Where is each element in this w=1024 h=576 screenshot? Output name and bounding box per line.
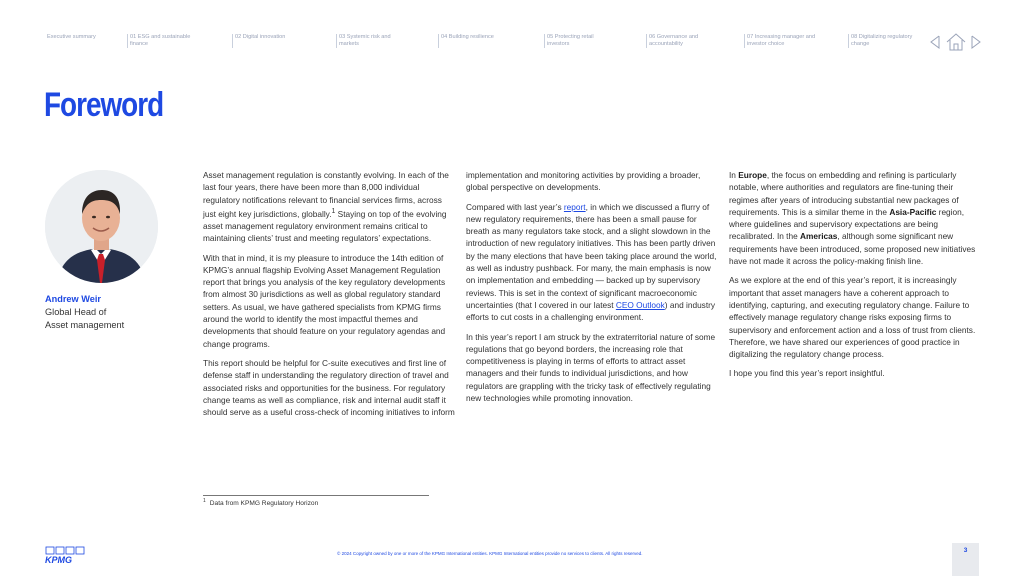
paragraph: implementation and monitoring activities by providing a broader, global perspective on developments. (466, 170, 701, 193)
next-icon[interactable] (970, 33, 982, 51)
author-name: Andrew Weir (45, 294, 101, 304)
nav-separator (544, 34, 545, 48)
nav-separator (848, 34, 849, 48)
paragraph: In Europe, the focus on embedding and refining is particularly notable, where authorities and regulators are fine-tuning their regimes after years of introducing substantial new packages of requirements. This is a similar theme in the Asia-Pacific region, where guidelines and supervisory expectations are being recalibrated. In the Americas, although some significant new requirements have been introduced, some proposed new initiatives have not made it across the policy-making finish line. (729, 170, 976, 267)
author-portrait (45, 170, 158, 283)
body-column-1 (203, 169, 455, 425)
body-column-2 (466, 169, 720, 411)
report-link[interactable]: report (563, 201, 586, 212)
ceo-outlook-link[interactable]: CEO Outlook (615, 299, 665, 310)
nav-item-esg[interactable]: 01 ESG and sustainable finance (130, 34, 208, 48)
paragraph: I hope you find this year’s report insightful. (729, 368, 885, 379)
paragraph: Asset management regulation is constantly evolving. In each of the last four years, there have been more than 8,000 individual regulatory notifications relevant to financial services firms, across just eight key jurisdictions, globally.$^1$ Staying on top of the evolving asset management regulatory environment remains critical to maintaining clients’ trust and meeting regulators’ expectations. (203, 170, 449, 244)
paragraph: As we explore at the end of this year’s report, it is increasingly important that asset managers have a coherent approach to identifying, capturing, and executing regulatory change. Failure to effectively manage regulatory change risks exposing firms to supervisory and enforcement action and a loss of trust from clients. Therefore, we have shared our experiences of good practice in digitalizing the regulatory change process. (729, 275, 976, 360)
home-icon[interactable] (946, 33, 966, 51)
nav-item-digitalizing[interactable]: 08 Digitalizing regulatory change (851, 34, 926, 48)
nav-item-protecting-retail[interactable]: 05 Protecting retail investors (547, 34, 612, 48)
nav-item-governance[interactable]: 06 Governance and accountability (649, 34, 721, 48)
footnote-ref: 1 (331, 207, 336, 215)
nav-separator (232, 34, 233, 48)
nav-item-manager-choice[interactable]: 07 Increasing manager and investor choice (747, 34, 825, 48)
svg-text:KPMG: KPMG (45, 555, 72, 564)
nav-item-systemic-risk[interactable]: 03 Systemic risk and markets (339, 34, 409, 48)
nav-separator (438, 34, 439, 48)
top-navigation (44, 34, 984, 54)
nav-separator (336, 34, 337, 48)
paragraph: In this year’s report I am struck by the extraterritorial nature of some regulations that go beyond borders, the increasing role that competitiveness is playing in terms of efforts to attract asset managers and their funds to individual jurisdictions, and how regulators are grappling with the tricky task of effectively regulating new technologies while promoting innovation. (466, 331, 716, 404)
paragraph: This report should be helpful for C-suite executives and first line of defense staff in understanding the regulatory direction of travel and associated risks and opportunities for the business. For regulatory change teams as well as compliance, risk and internal audit staff it should serve as a useful cross-check of incoming initiatives to inform (203, 357, 455, 418)
body-column-3 (729, 169, 981, 387)
nav-separator (646, 34, 647, 48)
author-role-line2: Asset management (45, 320, 125, 330)
copyright-notice: © 2024 Copyright owned by one or more of the KPMG International entities. KPMG International entities provide no services to clients. All rights reserved. (337, 551, 643, 556)
footnote-divider (203, 495, 429, 496)
nav-item-digital-innovation[interactable]: 02 Digital innovation (235, 34, 315, 41)
paragraph: Compared with last year’s report, in which we discussed a flurry of new regulatory requirements, there has been a small pause for breath as many regulators take stock, and a slight slowdown in the introduction of new regulatory initiatives. This has been partly driven by the many elections that have been taking place around the world, as well as industry pushback. For many, the main emphasis is now on implementation and embedding — backed up by supervisory reviews. This is set in the context of significant macroeconomic uncertainties (that I covered in our latest CEO Outlook) and industry efforts to cut costs in a challenging environment. (466, 201, 717, 323)
nav-separator (127, 34, 128, 48)
nav-separator (744, 34, 745, 48)
page-number-box (952, 543, 979, 576)
nav-item-executive-summary[interactable]: Executive summary (47, 34, 96, 40)
prev-icon[interactable] (929, 33, 941, 51)
page-number: 3 (963, 547, 968, 554)
page-title: Foreword (44, 86, 164, 124)
author-role-line1: Global Head of (45, 307, 107, 317)
footnote: $^1$ Data from KPMG Regulatory Horizon (203, 498, 319, 508)
nav-item-building-resilience[interactable]: 04 Building resilience (441, 34, 526, 41)
page-nav-controls (929, 33, 984, 51)
author-info (45, 293, 124, 332)
paragraph: With that in mind, it is my pleasure to introduce the 14th edition of KPMG’s annual flagship Evolving Asset Management Regulation report that brings you analysis of the key regulatory developments from almost 30 jurisdictions as well as global regulatory standard setters. As usual, we have gathered specialists from KPMG firms around the world to identify the most impactful themes and developments that should feature on your regulatory agendas and change programs. (203, 252, 446, 349)
kpmg-logo (45, 546, 85, 564)
